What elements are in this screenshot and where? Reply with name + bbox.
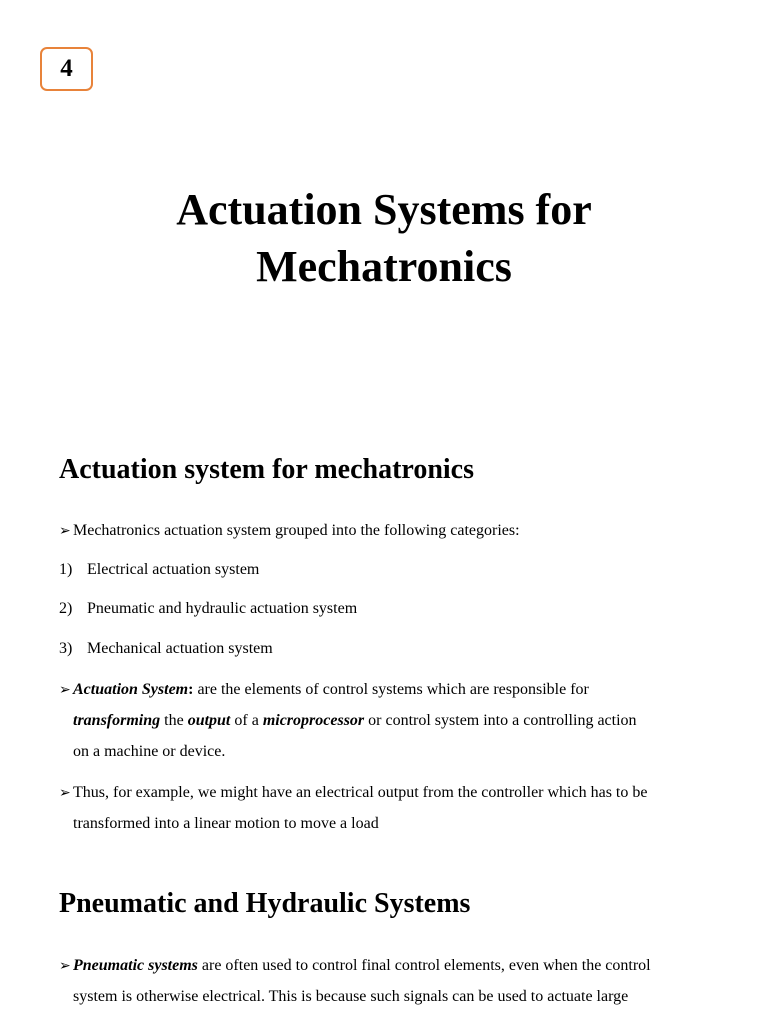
page-title-line-1: Actuation Systems for (176, 185, 592, 234)
emphasis-output: output (187, 712, 231, 729)
section-heading-actuation: Actuation system for mechatronics (59, 454, 475, 485)
definition-text: the (160, 712, 188, 729)
bullet-arrow-icon: ➢ (59, 683, 71, 698)
bullet-arrow-icon: ➢ (59, 524, 71, 539)
definition-text: are the elements of control systems which are responsible for (193, 681, 589, 698)
category-number: 2) (59, 600, 73, 617)
category-text: Pneumatic and hydraulic actuation system (87, 600, 358, 617)
intro-text: Mechatronics actuation system grouped into the following categories: (73, 522, 520, 539)
category-text: Electrical actuation system (87, 561, 260, 578)
definition-line-1 (59, 680, 589, 701)
chapter-number-badge (40, 47, 93, 91)
pneumatic-line-2: system is otherwise electrical. This is because such signals can be used to actuate large (73, 988, 629, 1005)
category-item (59, 599, 357, 619)
bullet-arrow-icon: ➢ (59, 786, 71, 801)
example-line-1 (59, 783, 647, 804)
pneumatic-term: Pneumatic systems (73, 957, 198, 974)
page-title (0, 181, 768, 295)
example-line-2: transformed into a linear motion to move a load (73, 815, 379, 832)
category-item (59, 639, 273, 659)
emphasis-microprocessor: microprocessor (262, 712, 365, 729)
category-text: Mechanical actuation system (87, 640, 273, 657)
emphasis-transforming: transforming (73, 712, 161, 729)
definition-text: of a (230, 712, 263, 729)
intro-bullet (59, 521, 520, 542)
definition-term: Actuation System (73, 681, 189, 698)
definition-line-3: on a machine or device. (73, 743, 226, 760)
section-heading-pneumatic: Pneumatic and Hydraulic Systems (59, 888, 471, 919)
bullet-arrow-icon: ➢ (59, 959, 71, 974)
definition-line-2 (73, 711, 637, 731)
pneumatic-line-1 (59, 956, 651, 977)
pneumatic-text: are often used to control final control elements, even when the control (197, 957, 651, 974)
definition-text: or control system into a controlling action (364, 712, 637, 729)
category-item (59, 560, 259, 580)
category-number: 3) (59, 640, 73, 657)
chapter-number: 4 (60, 55, 73, 82)
example-text: Thus, for example, we might have an electrical output from the controller which has to be (73, 784, 648, 801)
page-title-line-2: Mechatronics (256, 242, 512, 291)
category-number: 1) (59, 561, 73, 578)
definition-colon: : (188, 681, 194, 698)
